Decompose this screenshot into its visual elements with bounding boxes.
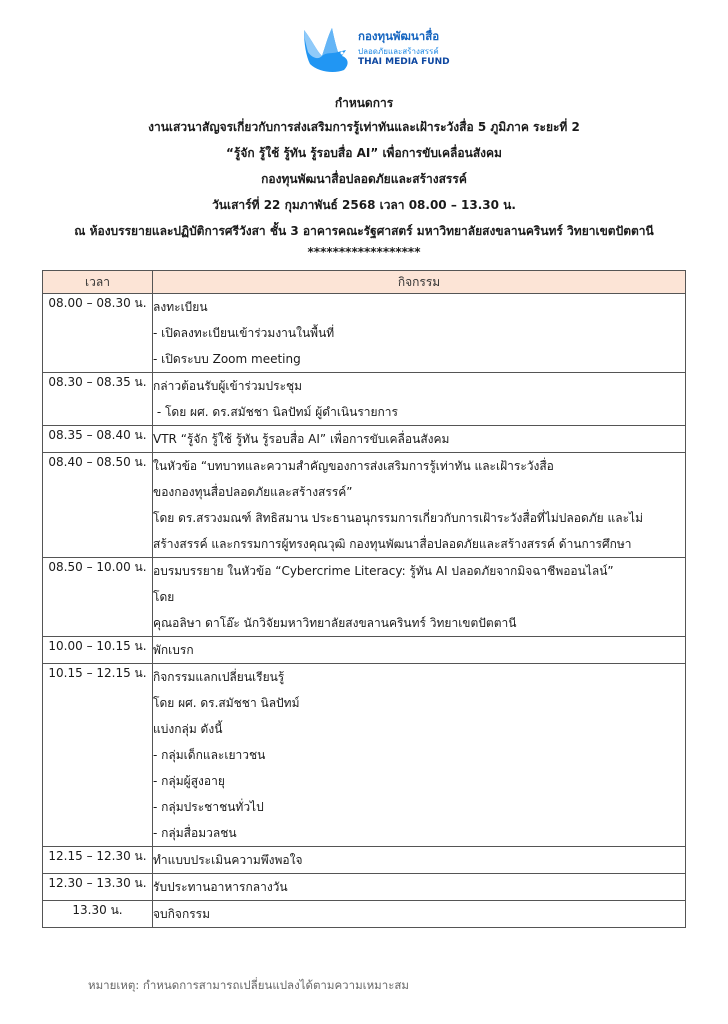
activity-line: สร้างสรรค์ และกรรมการผู้ทรงคุณวุฒิ กองทุนพัฒนาสื่อปลอดภัยและสร้างสรรค์ ด้านการศึกษา (153, 537, 632, 551)
activity-line: โดย ดร.สรวงมณฑ์ สิทธิสมาน ประธานอนุกรรมการเกี่ยวกับการเฝ้าระวังสื่อที่ไม่ปลอดภัย และไม่ (153, 511, 643, 525)
activity-cell (153, 847, 686, 874)
venue-line: ณ ห้องบรรยายและปฏิบัติการศรีวังสา ชั้น 3 อาคารคณะรัฐศาสตร์ มหาวิทยาลัยสงขลานครินทร์ วิทยาเขตปัตตานี (74, 224, 654, 238)
activity-cell (153, 426, 686, 453)
logo-english-name: THAI MEDIA FUND (358, 57, 450, 67)
time-cell: 13.30 น. (43, 901, 153, 928)
activity-line: - โดย ผศ. ดร.สมัชชา นิลปัทม์ ผู้ดำเนินรายการ (153, 405, 398, 419)
activity-line: ลงทะเบียน (153, 300, 208, 314)
activity-cell (153, 453, 686, 558)
activity-cell (153, 874, 686, 901)
time-cell: 12.30 – 13.30 น. (43, 874, 153, 901)
header-activity: กิจกรรม (153, 271, 686, 294)
activity-line: ทำแบบประเมินความพึงพอใจ (153, 853, 303, 867)
activity-line: VTR “รู้จัก รู้ใช้ รู้ทัน รู้รอบสื่อ AI” เพื่อการขับเคลื่อนสังคม (153, 432, 450, 446)
activity-line: โดย ผศ. ดร.สมัชชา นิลปัทม์ (153, 696, 300, 710)
table-row (43, 664, 686, 847)
schedule-table (42, 270, 686, 928)
schedule-header-row (43, 271, 686, 294)
document-title: กำหนดการ (334, 96, 394, 110)
activity-line: - เปิดระบบ Zoom meeting (153, 352, 301, 366)
table-row (43, 453, 686, 558)
time-cell: 08.00 – 08.30 น. (43, 294, 153, 373)
activity-line: ของกองทุนสื่อปลอดภัยและสร้างสรรค์” (153, 485, 353, 499)
activity-cell (153, 664, 686, 847)
table-row (43, 294, 686, 373)
table-row (43, 426, 686, 453)
table-row (43, 373, 686, 426)
footnote: หมายเหตุ: กำหนดการสามารถเปลี่ยนแปลงได้ตามความเหมาะสม (88, 978, 409, 992)
time-cell: 08.30 – 08.35 น. (43, 373, 153, 426)
time-cell: 10.00 – 10.15 น. (43, 637, 153, 664)
activity-cell (153, 558, 686, 637)
activity-line: พักเบรก (153, 643, 194, 657)
activity-cell (153, 901, 686, 928)
time-cell: 12.15 – 12.30 น. (43, 847, 153, 874)
event-theme-line: “รู้จัก รู้ใช้ รู้ทัน รู้รอบสื่อ AI” เพื่อการขับเคลื่อนสังคม (226, 146, 502, 160)
activity-line: คุณอลิษา ดาโอ๊ะ นักวิจัยมหาวิทยาลัยสงขลานครินทร์ วิทยาเขตปัตตานี (153, 616, 517, 630)
activity-line: - กลุ่มประชาชนทั่วไป (153, 800, 264, 814)
activity-line: โดย (153, 590, 175, 604)
time-cell: 08.50 – 10.00 น. (43, 558, 153, 637)
thai-media-fund-logo (298, 24, 468, 76)
activity-line: รับประทานอาหารกลางวัน (153, 880, 288, 894)
date-time-line: วันเสาร์ที่ 22 กุมภาพันธ์ 2568 เวลา 08.00 – 13.30 น. (212, 198, 516, 212)
activity-line: จบกิจกรรม (153, 907, 211, 921)
header-time: เวลา (43, 271, 153, 294)
activity-cell (153, 373, 686, 426)
activity-line: - กลุ่มสื่อมวลชน (153, 826, 237, 840)
logo-thai-sub: ปลอดภัยและสร้างสรรค์ (358, 47, 439, 56)
activity-line: - เปิดลงทะเบียนเข้าร่วมงานในพื้นที่ (153, 326, 335, 340)
table-row (43, 874, 686, 901)
table-row (43, 847, 686, 874)
time-cell: 08.40 – 08.50 น. (43, 453, 153, 558)
activity-line: - กลุ่มเด็กและเยาวชน (153, 748, 266, 762)
dove-icon (298, 24, 354, 74)
event-name-line: งานเสวนาสัญจรเกี่ยวกับการส่งเสริมการรู้เท่าทันและเฝ้าระวังสื่อ 5 ภูมิภาค ระยะที่ 2 (148, 120, 580, 134)
time-cell: 08.35 – 08.40 น. (43, 426, 153, 453)
time-cell: 10.15 – 12.15 น. (43, 664, 153, 847)
activity-line: แบ่งกลุ่ม ดังนี้ (153, 722, 223, 736)
activity-line: - กลุ่มผู้สูงอายุ (153, 774, 225, 788)
separator: ****************** (307, 245, 421, 259)
activity-cell (153, 637, 686, 664)
activity-line: ในหัวข้อ “บทบาทและความสำคัญของการส่งเสริมการรู้เท่าทัน และเฝ้าระวังสื่อ (153, 459, 554, 473)
logo-thai-name: กองทุนพัฒนาสื่อ (358, 29, 440, 43)
activity-cell (153, 294, 686, 373)
activity-line: กล่าวต้อนรับผู้เข้าร่วมประชุม (153, 379, 303, 393)
activity-line: อบรมบรรยาย ในหัวข้อ “Cybercrime Literacy: รู้ทัน AI ปลอดภัยจากมิจฉาชีพออนไลน์” (153, 564, 614, 578)
activity-line: กิจกรรมแลกเปลี่ยนเรียนรู้ (153, 670, 285, 684)
table-row (43, 901, 686, 928)
organizer-line: กองทุนพัฒนาสื่อปลอดภัยและสร้างสรรค์ (261, 172, 467, 186)
table-row (43, 637, 686, 664)
schedule-body (43, 294, 686, 928)
table-row (43, 558, 686, 637)
